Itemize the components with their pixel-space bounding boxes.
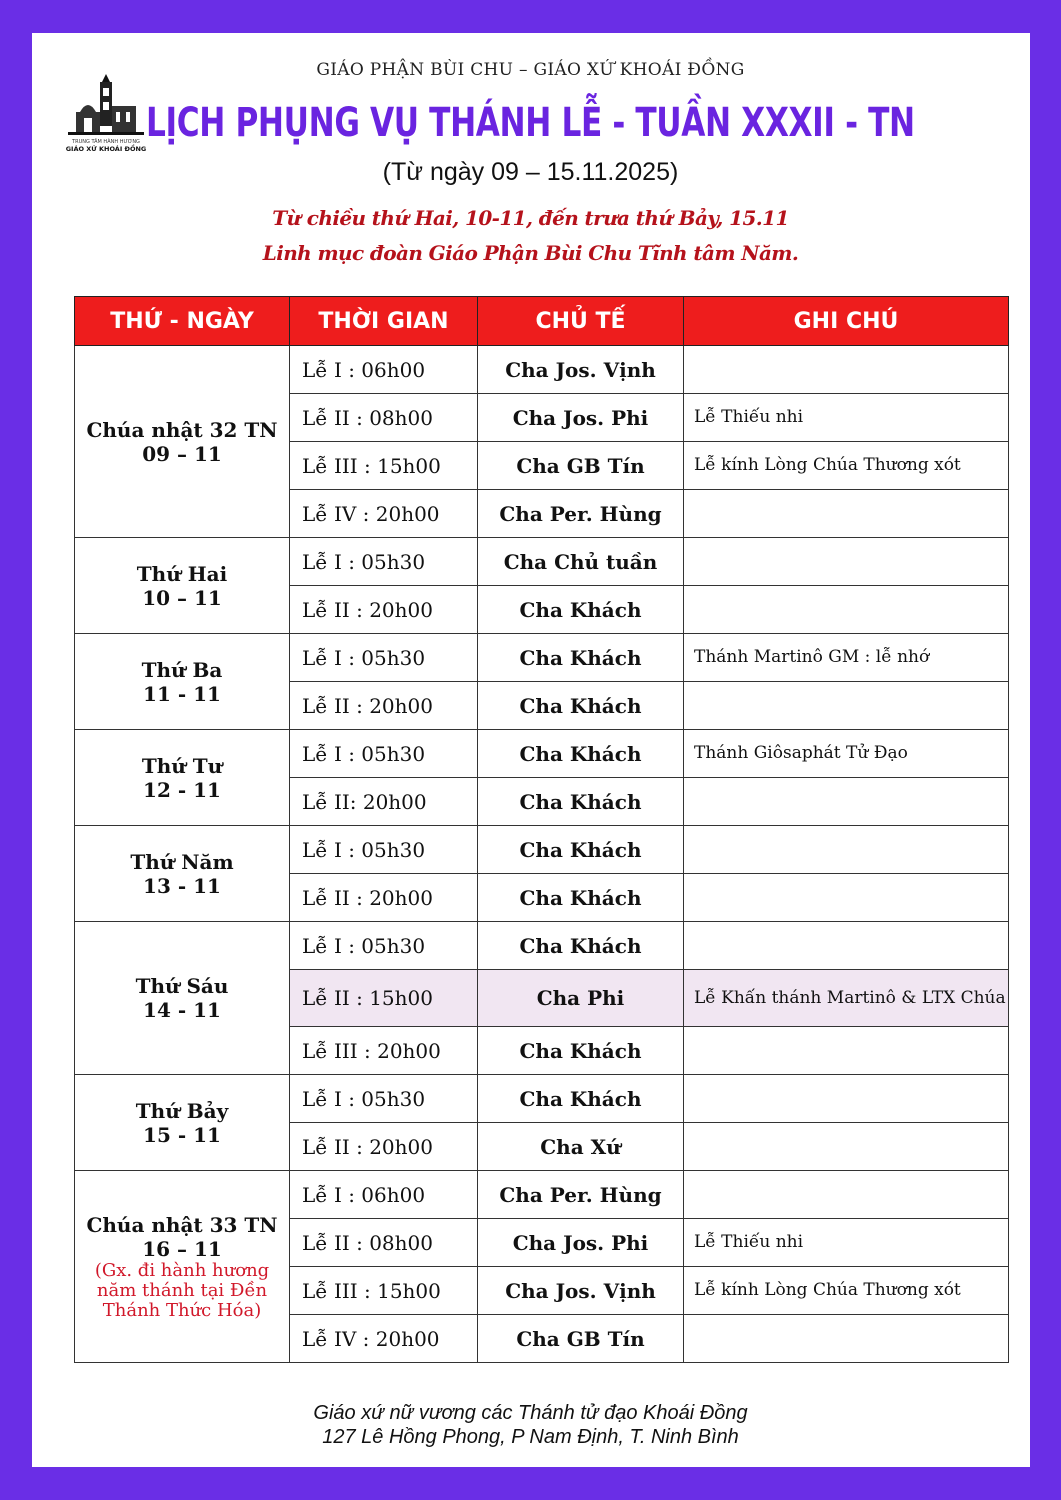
mass-time: Lễ II : 15h00 [290,970,478,1027]
day-cell [75,1075,290,1171]
day-cell [75,826,290,922]
day-name: Thứ Ba [141,657,223,682]
mass-note: Lễ kính Lòng Chúa Thương xót [684,442,1009,490]
day-date: 13 - 11 [143,873,221,898]
table-row [75,538,1009,586]
mass-time: Lễ II : 20h00 [290,1123,478,1171]
table-row [75,1075,1009,1123]
celebrant: Cha Khách [478,826,684,874]
mass-time: Lễ I : 06h00 [290,1171,478,1219]
mass-note [684,1123,1009,1171]
mass-schedule-table [74,296,1009,1363]
day-name: Thứ Tư [141,753,223,778]
mass-time: Lễ II : 20h00 [290,586,478,634]
day-date: 14 - 11 [143,998,221,1022]
mass-time: Lễ II: 20h00 [290,778,478,826]
mass-time: Lễ I : 05h30 [290,730,478,778]
day-date: 11 - 11 [143,681,221,706]
day-name: Thứ Bảy [135,1098,229,1123]
table-row [75,826,1009,874]
celebrant: Cha Khách [478,586,684,634]
celebrant: Cha Xứ [478,1123,684,1171]
table-row [75,1171,1009,1219]
day-name: Thứ Hai [136,561,228,586]
mass-time: Lễ I : 05h30 [290,538,478,586]
mass-time: Lễ III : 20h00 [290,1027,478,1075]
mass-time: Lễ I : 05h30 [290,634,478,682]
celebrant: Cha Chủ tuần [478,538,684,586]
mass-note: Thánh Giôsaphát Tử Đạo [684,730,1009,778]
mass-note [684,826,1009,874]
celebrant: Cha Phi [478,970,684,1027]
day-date: 10 – 11 [142,585,222,610]
celebrant: Cha GB Tín [478,1315,684,1363]
column-header-day: THỨ - NGÀY [75,297,290,346]
mass-note [684,922,1009,970]
celebrant: Cha Khách [478,778,684,826]
day-cell [75,730,290,826]
day-name: Chúa nhật 33 TN [86,1212,278,1237]
mass-note: Lễ Thiếu nhi [684,394,1009,442]
celebrant: Cha GB Tín [478,442,684,490]
mass-time: Lễ II : 20h00 [290,682,478,730]
mass-time: Lễ III : 15h00 [290,442,478,490]
mass-note: Lễ Thiếu nhi [684,1219,1009,1267]
mass-note [684,538,1009,586]
mass-time: Lễ I : 05h30 [290,826,478,874]
celebrant: Cha Khách [478,730,684,778]
column-header-notes: GHI CHÚ [684,297,1009,346]
mass-note [684,1171,1009,1219]
mass-note [684,346,1009,394]
mass-note [684,586,1009,634]
mass-time: Lễ II : 08h00 [290,394,478,442]
retreat-note-line1: Từ chiều thứ Hai, 10-11, đến trưa thứ Bảy, 15.11 [272,206,789,230]
day-cell [75,1171,290,1363]
day-date: 15 - 11 [143,1122,221,1147]
mass-note: Thánh Martinô GM : lễ nhớ [684,634,1009,682]
celebrant: Cha Jos. Vịnh [478,346,684,394]
mass-note [684,1027,1009,1075]
celebrant: Cha Jos. Phi [478,394,684,442]
table-row [75,634,1009,682]
mass-time: Lễ IV : 20h00 [290,1315,478,1363]
schedule-body [75,346,1009,1363]
retreat-note-line2: Linh mục đoàn Giáo Phận Bùi Chu Tĩnh tâm Năm. [262,241,799,265]
mass-time: Lễ II : 08h00 [290,1219,478,1267]
diocese-parish-heading: GIÁO PHẬN BÙI CHU – GIÁO XỨ KHOÁI ĐỒNG [316,60,745,80]
table-row [75,730,1009,778]
mass-note [684,1075,1009,1123]
celebrant: Cha Jos. Vịnh [478,1267,684,1315]
table-row [75,922,1009,970]
celebrant: Cha Per. Hùng [478,1171,684,1219]
mass-note [684,778,1009,826]
mass-time: Lễ I : 05h30 [290,922,478,970]
svg-text:TRUNG TÂM HÀNH HƯƠNG: TRUNG TÂM HÀNH HƯƠNG [72,139,140,145]
celebrant: Cha Khách [478,682,684,730]
day-cell [75,922,290,1075]
day-cell [75,346,290,538]
footer-parish-name: Giáo xứ nữ vương các Thánh tử đạo Khoái Đồng [313,1402,748,1424]
mass-time: Lễ IV : 20h00 [290,490,478,538]
mass-note: Lễ kính Lòng Chúa Thương xót [684,1267,1009,1315]
mass-time: Lễ III : 15h00 [290,1267,478,1315]
celebrant: Cha Per. Hùng [478,490,684,538]
day-date: 16 – 11 [142,1236,222,1261]
logo-caption: GIÁO XỨ KHOÁI ĐỒNG [65,145,147,153]
table-row [75,346,1009,394]
mass-time: Lễ I : 05h30 [290,1075,478,1123]
celebrant: Cha Jos. Phi [478,1219,684,1267]
mass-time: Lễ II : 20h00 [290,874,478,922]
footer-address: 127 Lê Hồng Phong, P Nam Định, T. Ninh Bình [322,1426,739,1448]
day-cell [75,634,290,730]
mass-note [684,1315,1009,1363]
mass-note [684,682,1009,730]
celebrant: Cha Khách [478,1027,684,1075]
day-date: 12 - 11 [143,777,221,802]
celebrant: Cha Khách [478,1075,684,1123]
celebrant: Cha Khách [478,874,684,922]
day-name: Chúa nhật 32 TN [86,417,278,442]
day-cell [75,538,290,634]
date-range: (Từ ngày 09 – 15.11.2025) [382,158,679,186]
day-name: Thứ Năm [130,849,234,874]
celebrant: Cha Khách [478,922,684,970]
day-date: 09 – 11 [142,441,222,466]
day-extra-note: (Gx. đi hành hương năm thánh tại Đền Thánh Thức Hóa) [94,1259,270,1321]
page-title: LỊCH PHỤNG VỤ THÁNH LỄ - TUẦN XXXII - TN [146,100,915,146]
column-header-time: THỜI GIAN [290,297,478,346]
table-header-row [75,297,1009,346]
mass-time: Lễ I : 06h00 [290,346,478,394]
mass-note [684,874,1009,922]
day-name: Thứ Sáu [135,974,229,998]
column-header-celebrant: CHỦ TẾ [478,297,684,346]
mass-note: Lễ Khấn thánh Martinô & LTX Chúa [684,970,1009,1027]
mass-note [684,490,1009,538]
celebrant: Cha Khách [478,634,684,682]
